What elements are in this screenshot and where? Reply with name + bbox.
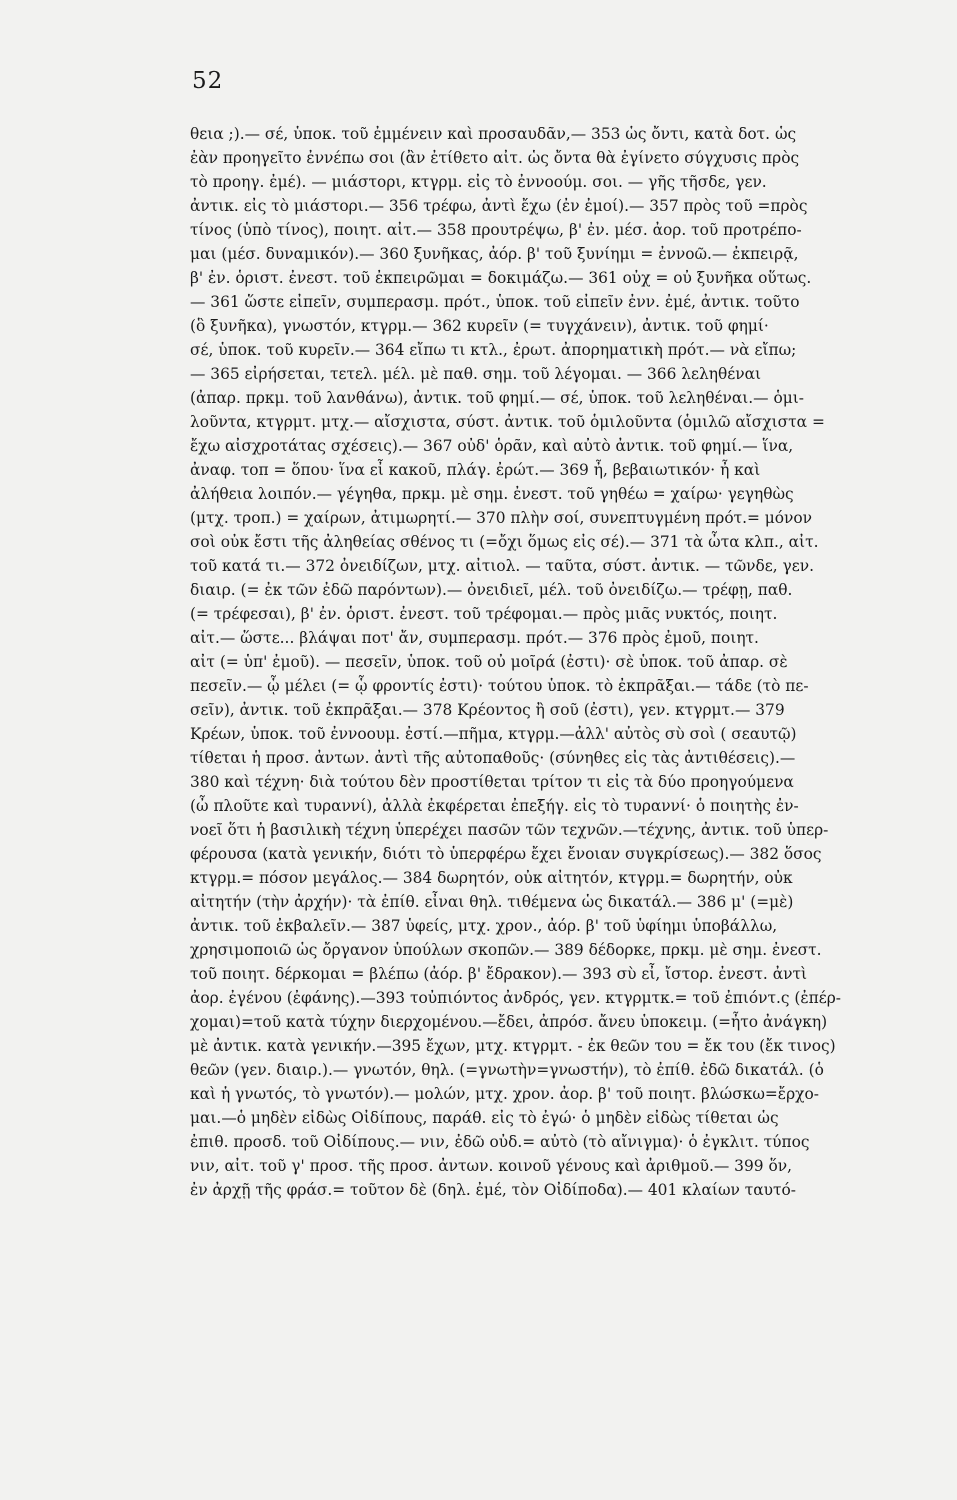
text-line: ἀορ. ἐγένου (ἐφάνης).—393 τοὐπιόντος ἀνδρός, γεν. κτγρμτκ.= τοῦ ἐπιόντ.ς (ἐπέρ- <box>190 989 841 1007</box>
text-line: ἐὰν προηγεῖτο ἐννέπω σοι (ἂν ἐτίθετο αἰτ. ὡς ὄντα θὰ ἐγίνετο σύγχυσις πρὸς <box>190 149 800 167</box>
text-line: μαι (μέσ. δυναμικόν).— 360 ξυνῆκας, ἀόρ. β' τοῦ ξυνίημι = ἐννοῶ.— ἐκπειρᾷ, <box>190 245 799 263</box>
text-line: αἰτ (= ὑπ' ἐμοῦ). — πεσεῖν, ὑποκ. τοῦ οὐ μοῖρά (ἐστι)· σὲ ὑποκ. τοῦ ἀπαρ. σὲ <box>190 653 788 671</box>
text-line: — 361 ὥστε εἰπεῖν, συμπερασμ. πρότ., ὑποκ. τοῦ εἰπεῖν ἐνν. ἐμέ, ἀντικ. τοῦτο <box>190 293 800 311</box>
text-line: β' ἐν. ὁριστ. ἐνεστ. τοῦ ἐκπειρῶμαι = δοκιμάζω.— 361 οὐχ = οὐ ξυνῆκα οὕτως. <box>190 269 812 287</box>
text-line: τοῦ κατά τι.— 372 ὀνειδίζων, μτχ. αἰτιολ. — ταῦτα, σύστ. ἀντικ. — τῶνδε, γεν. <box>190 557 814 575</box>
text-line: (ὦ πλοῦτε καὶ τυραννί), ἀλλὰ ἐκφέρεται ἐπεξήγ. εἰς τὸ τυραννί· ὁ ποιητὴς ἐν- <box>190 797 799 815</box>
text-line: θεῶν (γεν. διαιρ.).— γνωτόν, θηλ. (=γνωτὴν=γνωστήν), τὸ ἐπίθ. ἐδῶ δικατάλ. (ὁ <box>190 1061 824 1079</box>
page-number: 52 <box>192 68 224 94</box>
text-line: ἔχω αἰσχροτάτας σχέσεις).— 367 οὐδ' ὁρᾶν, καὶ αὐτὸ ἀντικ. τοῦ φημί.— ἵνα, <box>190 437 794 455</box>
text-line: ἐν ἀρχῇ τῆς φράσ.= τοῦτον δὲ (δηλ. ἐμέ, τὸν Οἰδίποδα).— 401 κλαίων ταυτό- <box>190 1181 796 1199</box>
text-line: τίνος (ὑπὸ τίνος), ποιητ. αἰτ.— 358 προυτρέψω, β' ἐν. μέσ. ἀορ. τοῦ προτρέπο- <box>190 221 802 239</box>
text-line: — 365 εἰρήσεται, τετελ. μέλ. μὲ παθ. σημ. τοῦ λέγομαι. — 366 λεληθέναι <box>190 365 762 383</box>
text-line: Κρέων, ὑποκ. τοῦ ἐννοουμ. ἐστί.—πῆμα, κτγρμ.—ἀλλ' αὐτὸς σὺ σοὶ ( σεαυτῷ) <box>190 725 797 743</box>
text-line: ἀναφ. τοπ = ὅπου· ἵνα εἶ κακοῦ, πλάγ. ἐρώτ.— 369 ἦ, βεβαιωτικόν· ἦ καὶ <box>190 461 761 479</box>
text-line: μαι.—ὁ μηδὲν εἰδὼς Οἰδίπους, παράθ. εἰς τὸ ἐγώ· ὁ μηδὲν εἰδὼς τίθεται ὡς <box>190 1109 779 1127</box>
text-line: κτγρμ.= πόσον μεγάλος.— 384 δωρητόν, οὐκ αἰτητόν, κτγρμ.= δωρητήν, οὐκ <box>190 869 793 887</box>
text-line: ἀντικ. τοῦ ἐκβαλεῖν.— 387 ὑφείς, μτχ. χρον., ἀόρ. β' τοῦ ὑφίημι ὑποβάλλω, <box>190 917 778 935</box>
text-line: (ὃ ξυνῆκα), γνωστόν, κτγρμ.— 362 κυρεῖν (= τυγχάνειν), ἀντικ. τοῦ φημί· <box>190 317 769 335</box>
text-line: χρησιμοποιῶ ὡς ὄργανον ὑπούλων σκοπῶν.— 389 δέδορκε, πρκμ. μὲ σημ. ἐνεστ. <box>190 941 822 959</box>
text-line: ἐπιθ. προσδ. τοῦ Οἰδίπους.— νιν, ἐδῶ οὐδ.= αὐτὸ (τὸ αἴνιγμα)· ὁ ἐγκλιτ. τύπος <box>190 1133 810 1151</box>
text-line: νοεῖ ὅτι ἡ βασιλικὴ τέχνη ὑπερέχει πασῶν τῶν τεχνῶν.—τέχνης, ἀντικ. τοῦ ὑπερ- <box>190 821 829 839</box>
text-line: καὶ ἡ γνωτός, τὸ γνωτόν).— μολών, μτχ. χρον. ἀορ. β' τοῦ ποιητ. βλώσκω=ἔρχο- <box>190 1085 819 1103</box>
text-line: θεια ;).— σέ, ὑποκ. τοῦ ἐμμένειν καὶ προσαυδᾶν,— 353 ὡς ὄντι, κατὰ δοτ. ὡς <box>190 125 797 143</box>
text-line: ἀλήθεια λοιπόν.— γέγηθα, πρκμ. μὲ σημ. ἐνεστ. τοῦ γηθέω = χαίρω· γεγηθὼς <box>190 485 794 503</box>
text-line: λοῦντα, κτγρμτ. μτχ.— αἴσχιστα, σύστ. ἀντικ. τοῦ ὁμιλοῦντα (ὁμιλῶ αἴσχιστα = <box>190 413 825 431</box>
text-line: (μτχ. τροπ.) = χαίρων, ἀτιμωρητί.— 370 πλὴν σοί, συνεπτυγμένη πρότ.= μόνον <box>190 509 813 527</box>
text-line: τὸ προηγ. ἐμέ). — μιάστορι, κτγρμ. εἰς τὸ ἐννοούμ. σοι. — γῆς τῆσδε, γεν. <box>190 173 767 191</box>
text-line: νιν, αἰτ. τοῦ γ' προσ. τῆς προσ. ἀντων. κοινοῦ γένους καὶ ἀριθμοῦ.— 399 ὅν, <box>190 1157 792 1175</box>
text-line: 380 καὶ τέχνη· διὰ τούτου δὲν προστίθεται τρίτον τι εἰς τὰ δύο προηγούμενα <box>190 773 794 791</box>
text-line: αἰτητήν (τὴν ἀρχήν)· τὰ ἐπίθ. εἶναι θηλ. τιθέμενα ὡς δικατάλ.— 386 μ' (=μὲ) <box>190 893 794 911</box>
text-line: σοὶ οὐκ ἔστι τῆς ἀληθείας σθένος τι (=ὄχι ὅμως εἰς σέ).— 371 τὰ ὦτα κλπ., αἰτ. <box>190 533 819 551</box>
text-line: τοῦ ποιητ. δέρκομαι = βλέπω (ἀόρ. β' ἔδρακον).— 393 σὺ εἶ, ἴστορ. ἐνεστ. ἀντὶ <box>190 965 807 983</box>
text-line: σεῖν), ἀντικ. τοῦ ἐκπρᾶξαι.— 378 Κρέοντος ἢ σοῦ (ἐστι), γεν. κτγρμτ.— 379 <box>190 701 785 719</box>
text-line: χομαι)=τοῦ κατὰ τύχην διερχομένου.—ἔδει, ἀπρόσ. ἄνευ ὑποκειμ. (=ἦτο ἀνάγκη) <box>190 1013 828 1031</box>
text-line: (ἀπαρ. πρκμ. τοῦ λανθάνω), ἀντικ. τοῦ φημί.— σέ, ὑποκ. τοῦ λεληθέναι.— ὁμι- <box>190 389 804 407</box>
text-line: (= τρέφεσαι), β' ἐν. ὁριστ. ἐνεστ. τοῦ τρέφομαι.— πρὸς μιᾶς νυκτός, ποιητ. <box>190 605 778 623</box>
text-line: τίθεται ἡ προσ. ἀντων. ἀντὶ τῆς αὐτοπαθοῦς· (σύνηθες εἰς τὰς ἀντιθέσεις).— <box>190 749 796 767</box>
text-line: φέρουσα (κατὰ γενικήν, διότι τὸ ὑπερφέρω ἔχει ἔνοιαν συγκρίσεως).— 382 ὅσος <box>190 845 822 863</box>
text-line: ἀντικ. εἰς τὸ μιάστορι.— 356 τρέφω, ἀντὶ ἔχω (ἐν ἐμοί).— 357 πρὸς τοῦ =πρὸς <box>190 197 808 215</box>
commentary-text <box>190 122 952 1202</box>
text-line: αἰτ.— ὥστε... βλάψαι ποτ' ἄν, συμπερασμ. πρότ.— 376 πρὸς ἐμοῦ, ποιητ. <box>190 629 759 647</box>
text-line: μὲ ἀντικ. κατὰ γενικήν.—395 ἔχων, μτχ. κτγρμτ. - ἐκ θεῶν του = ἔκ του (ἔκ τινος) <box>190 1037 836 1055</box>
text-line: σέ, ὑποκ. τοῦ κυρεῖν.— 364 εἴπω τι κτλ., ἐρωτ. ἀπορηματικὴ πρότ.— νὰ εἴπω; <box>190 341 797 359</box>
text-line: πεσεῖν.— ᾧ μέλει (= ᾧ φροντίς ἐστι)· τούτου ὑποκ. τὸ ἐκπρᾶξαι.— τάδε (τὸ πε- <box>190 677 809 695</box>
text-line: διαιρ. (= ἐκ τῶν ἐδῶ παρόντων).— ὀνειδιεῖ, μέλ. τοῦ ὀνειδίζω.— τρέφῃ, παθ. <box>190 581 793 599</box>
